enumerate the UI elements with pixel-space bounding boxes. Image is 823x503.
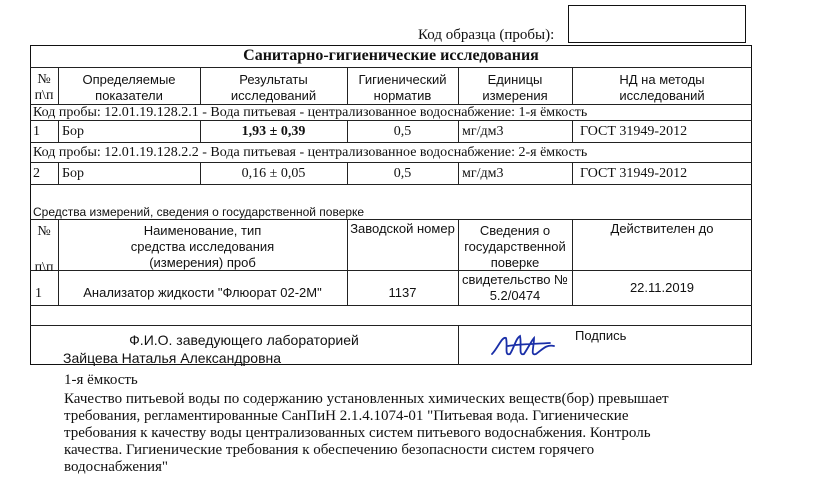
- instr-col-verif: Сведения о государственной поверке: [464, 223, 566, 270]
- conclusion-heading: 1-я ёмкость: [64, 372, 138, 388]
- instr-row-num: 1: [35, 286, 42, 301]
- sample-header: Код пробы: 12.01.19.128.2.1 - Вода питьевая - централизованное водоснабжение: 1-я ёмкость: [33, 105, 588, 120]
- signature-label: Подпись: [575, 328, 627, 343]
- row-num: 1: [33, 124, 40, 139]
- instruments-title: Средства измерений, сведения о государственной поверке: [33, 205, 365, 219]
- head-lab-name: Зайцева Наталья Александровна: [63, 350, 282, 366]
- col-norm-header: Гигиенический норматив: [358, 72, 447, 103]
- col-method-header: НД на методы исследований: [619, 72, 705, 103]
- sample-code-label: Код образца (пробы):: [418, 27, 555, 43]
- row-num: 2: [33, 166, 40, 181]
- report-title: Санитарно-гигиенические исследования: [243, 47, 539, 64]
- sample-code-box: [568, 5, 746, 43]
- instr-row-name: Анализатор жидкости "Флюорат 02-2М": [83, 285, 322, 300]
- row-norm: 0,5: [393, 124, 412, 139]
- row-result: 1,93 ± 0,39: [241, 124, 306, 139]
- row-method: ГОСТ 31949-2012: [580, 124, 688, 139]
- row-indicator: Бор: [62, 124, 85, 139]
- col-units-header: Единицы измерения: [482, 72, 548, 103]
- signature-mark: [488, 328, 560, 364]
- row-indicator: Бор: [62, 166, 85, 181]
- conclusion-text: Качество питьевой воды по содержанию установленных химических веществ(бор) превышает требования, регламентированные СанПиН 2.1.4.1074-01 "Питьевая вода. Гигиенические требования к качеству воды централизованных систем питьевого водоснабжения. Контроль качества. Гигиенические требования к обеспечению безопасности систем горячего водоснабжения": [64, 391, 669, 475]
- row-result: 0,16 ± 0,05: [241, 166, 306, 181]
- instr-col-serial: Заводской номер: [350, 221, 455, 236]
- row-norm: 0,5: [393, 166, 412, 181]
- row-units: мг/дм3: [462, 166, 504, 181]
- instr-col-valid: Действителен до: [610, 221, 714, 236]
- instr-col-num: № п\п: [34, 224, 54, 275]
- instr-row-valid: 22.11.2019: [629, 280, 695, 295]
- col-indicator-header: Определяемые показатели: [82, 72, 176, 103]
- row-units: мг/дм3: [462, 124, 504, 139]
- instr-row-verif: свидетельство № 5.2/0474: [461, 272, 569, 303]
- instr-row-serial: 1137: [388, 285, 417, 300]
- instr-col-name: Наименование, тип средства исследования (измерения) проб: [130, 223, 275, 270]
- head-lab-label: Ф.И.О. заведующего лабораторией: [129, 332, 359, 348]
- col-num-header: № п\п: [34, 72, 54, 103]
- sample-header: Код пробы: 12.01.19.128.2.2 - Вода питьевая - централизованное водоснабжение: 2-я ёмкость: [33, 145, 588, 160]
- col-results-header: Результаты исследований: [230, 72, 317, 103]
- row-method: ГОСТ 31949-2012: [580, 166, 688, 181]
